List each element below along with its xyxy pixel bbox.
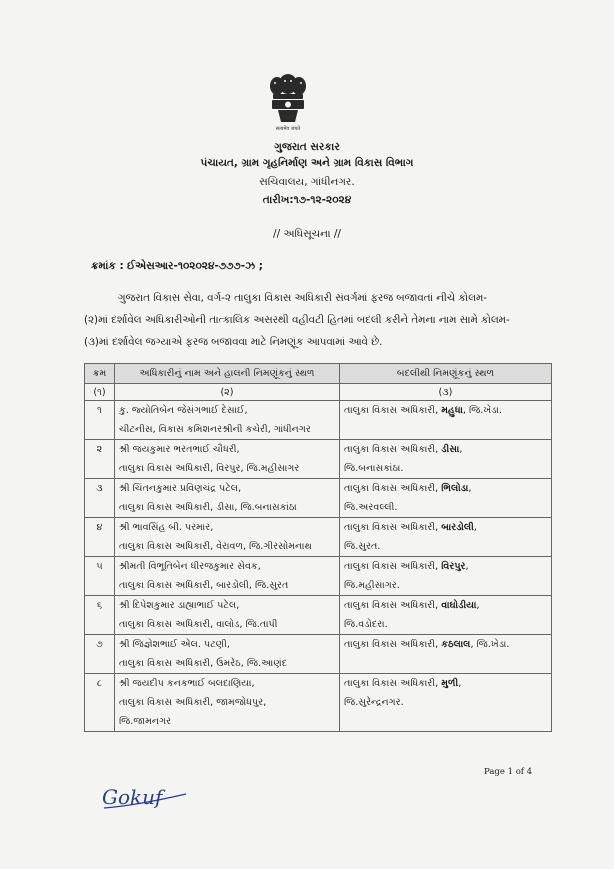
row-new-post [340, 674, 552, 732]
officer-name: શ્રી જયકુમાર ભરતભાઈ ચૌધરી, [119, 444, 240, 455]
table-row [85, 674, 552, 732]
col-number-3: (૩) [340, 384, 552, 401]
new-post-title: તાલુકા વિકાસ અધિકારી, [344, 678, 439, 689]
new-post-district-2: જિ.બનાસકાંઠા. [344, 463, 404, 474]
new-post-district: , [468, 483, 472, 494]
row-new-post [340, 596, 552, 635]
officer-name: શ્રી ભાવસિંહ બી. પરમાર, [119, 522, 214, 533]
body-paragraph-line-3: (૩)માં દર્શાવેલ જગ્યાએ ફરજ બજાવવા માટે નિમણૂંક આપવામાં આવે છે. [84, 336, 383, 348]
new-post-district: , [459, 444, 463, 455]
new-post-place: બારડોલી [441, 522, 474, 533]
row-new-post [340, 518, 552, 557]
table-row [85, 518, 552, 557]
table-row [85, 401, 552, 440]
officer-name: શ્રીમતી વિભૂતિબેન ધીરજકુમાર સેવક, [119, 561, 261, 572]
notification-title: // અધિસૂચના // [273, 228, 341, 240]
page-number: Page 1 of 4 [484, 767, 533, 777]
table-row [85, 557, 552, 596]
row-sn: ૨ [85, 440, 115, 479]
new-post-district: , [473, 522, 477, 533]
new-post-district: , જિ.ખેડા. [462, 405, 502, 416]
new-post-title: તાલુકા વિકાસ અધિકારી, [344, 639, 439, 650]
row-sn: ૬ [85, 596, 115, 635]
col-number-1: (૧) [85, 384, 115, 401]
header-officer: અધિકારીનું નામ અને હાલની નિમણૂંકનું સ્થળ [115, 364, 340, 384]
new-post-district: , [458, 678, 462, 689]
order-value: ઈએસઆર-૧૦૨૦૨૪-૭૭૭-ઝ ; [127, 260, 263, 272]
transfer-table [84, 363, 552, 732]
row-sn: ૧ [85, 401, 115, 440]
officer-name: શ્રી દિપેશકુમાર ડાહ્યાભાઈ પટેલ, [119, 600, 240, 611]
new-post-district-2: જિ.મહીસાગર. [344, 580, 400, 591]
new-post-place: વાઘોડીયા [441, 600, 477, 611]
new-post-district: , [465, 561, 469, 572]
header-sn: ક્રમ [85, 364, 115, 384]
officer-current-post: તાલુકા વિકાસ અધિકારી, વાલોડ, જિ.તાપી [119, 619, 278, 630]
officer-name: શ્રી ચિંતનકુમાર પ્રવિણચંદ્ર પટેલ, [119, 483, 242, 494]
officer-name: શ્રી જયદીપ કનકભાઈ બલદાણિયા, [119, 678, 255, 689]
row-officer [115, 440, 340, 479]
signature [100, 776, 190, 816]
new-post-district: , [476, 600, 480, 611]
national-emblem-icon [266, 70, 310, 132]
table-row [85, 596, 552, 635]
new-post-title: તાલુકા વિકાસ અધિકારી, [344, 522, 439, 533]
new-post-district-2: જિ.અરવલ્લી. [344, 502, 398, 513]
new-post-title: તાલુકા વિકાસ અધિકારી, [344, 444, 439, 455]
new-post-district-2: જિ.વડોદરા. [344, 619, 388, 630]
new-post-title: તાલુકા વિકાસ અધિકારી, [344, 405, 439, 416]
new-post-place: મુળી [441, 678, 459, 689]
officer-current-post: તાલુકા વિકાસ અધિકારી, જામજોધપુર, [119, 697, 267, 708]
officer-name: શ્રી જિજ્ઞેશભાઈ એલ. પટણી, [119, 639, 230, 650]
government-name: ગુજરાત સરકાર [274, 141, 340, 153]
table-row [85, 479, 552, 518]
row-sn: ૮ [85, 674, 115, 732]
new-post-title: તાલુકા વિકાસ અધિકારી, [344, 561, 439, 572]
row-officer [115, 674, 340, 732]
row-new-post [340, 401, 552, 440]
officer-current-post: તાલુકા વિકાસ અધિકારી, વિરપુર, જિ.મહીસાગર [119, 463, 300, 474]
row-new-post [340, 479, 552, 518]
new-post-place: કઠલાલ [441, 639, 471, 650]
new-post-place: મહુધા [441, 405, 463, 416]
header-new-post: બદલીથી નિમણૂંકનું સ્થળ [340, 364, 552, 384]
new-post-title: તાલુકા વિકાસ અધિકારી, [344, 483, 439, 494]
row-new-post [340, 557, 552, 596]
new-post-place: ડીસા [441, 444, 460, 455]
new-post-place: વિરપુર [441, 561, 466, 572]
row-officer [115, 596, 340, 635]
officer-current-post: તાલુકા વિકાસ અધિકારી, બારડોલી, જિ.સુરત [119, 580, 289, 591]
row-sn: ૫ [85, 557, 115, 596]
row-sn: ૪ [85, 518, 115, 557]
officer-current-post-2: જિ.જામનગર [119, 716, 172, 727]
new-post-district-2: જિ.સુરેન્દ્રનગર. [344, 697, 404, 708]
row-new-post [340, 635, 552, 674]
body-paragraph-line-1: ગુજરાત વિકાસ સેવા, વર્ગ-૨ તાલુકા વિકાસ અધિકારી સંવર્ગમાં ફરજ બજાવતાં નીચે કોલમ- [118, 292, 487, 304]
svg-text:Gokuf: Gokuf [102, 785, 163, 809]
row-officer [115, 401, 340, 440]
row-new-post [340, 440, 552, 479]
office-address: સચિવાલય, ગાંધીનગર. [259, 176, 355, 188]
row-sn: ૩ [85, 479, 115, 518]
new-post-title: તાલુકા વિકાસ અધિકારી, [344, 600, 439, 611]
new-post-district: , જિ.ખેડા. [470, 639, 510, 650]
col-number-2: (૨) [115, 384, 340, 401]
officer-name: કુ. જ્યોતિબેન જેસંગભાઈ દેસાઈ, [119, 405, 248, 416]
emblem-caption: सत्यमेव जयते [275, 126, 301, 132]
table-row [85, 440, 552, 479]
row-officer [115, 518, 340, 557]
officer-current-post: ચીટનીસ, વિકાસ કમિશનરશ્રીની કચેરી, ગાંધીનગર [119, 424, 311, 435]
department-name: પંચાયત, ગ્રામ ગૃહનિર્માણ અને ગ્રામ વિકાસ વિભાગ [200, 157, 414, 169]
order-number [91, 260, 263, 273]
row-officer [115, 479, 340, 518]
order-label: ક્રમાંક : [91, 260, 124, 272]
body-paragraph-line-2: (૨)માં દર્શાવેલ અધિકારીઓની તાત્કાલિક અસરથી વહીવટી હિતમાં બદલી કરીને તેમના નામ સામે કોલમ- [84, 314, 510, 326]
document-date: તારીખ:૧૭-૧૨-૨૦૨૪ [262, 194, 352, 206]
officer-current-post: તાલુકા વિકાસ અધિકારી, ઉમરેઠ, જિ.આણંદ [119, 658, 288, 669]
row-sn: ૭ [85, 635, 115, 674]
new-post-place: ભિલોડા [441, 483, 469, 494]
table-row [85, 635, 552, 674]
row-officer [115, 557, 340, 596]
officer-current-post: તાલુકા વિકાસ અધિકારી, વેરાવળ, જિ.ગીરસોમનાથ [119, 541, 312, 552]
officer-current-post: તાલુકા વિકાસ અધિકારી, ડીસા, જિ.બનાસકાંઠા [119, 502, 297, 513]
row-officer [115, 635, 340, 674]
new-post-district-2: જિ.સુરત. [344, 541, 381, 552]
